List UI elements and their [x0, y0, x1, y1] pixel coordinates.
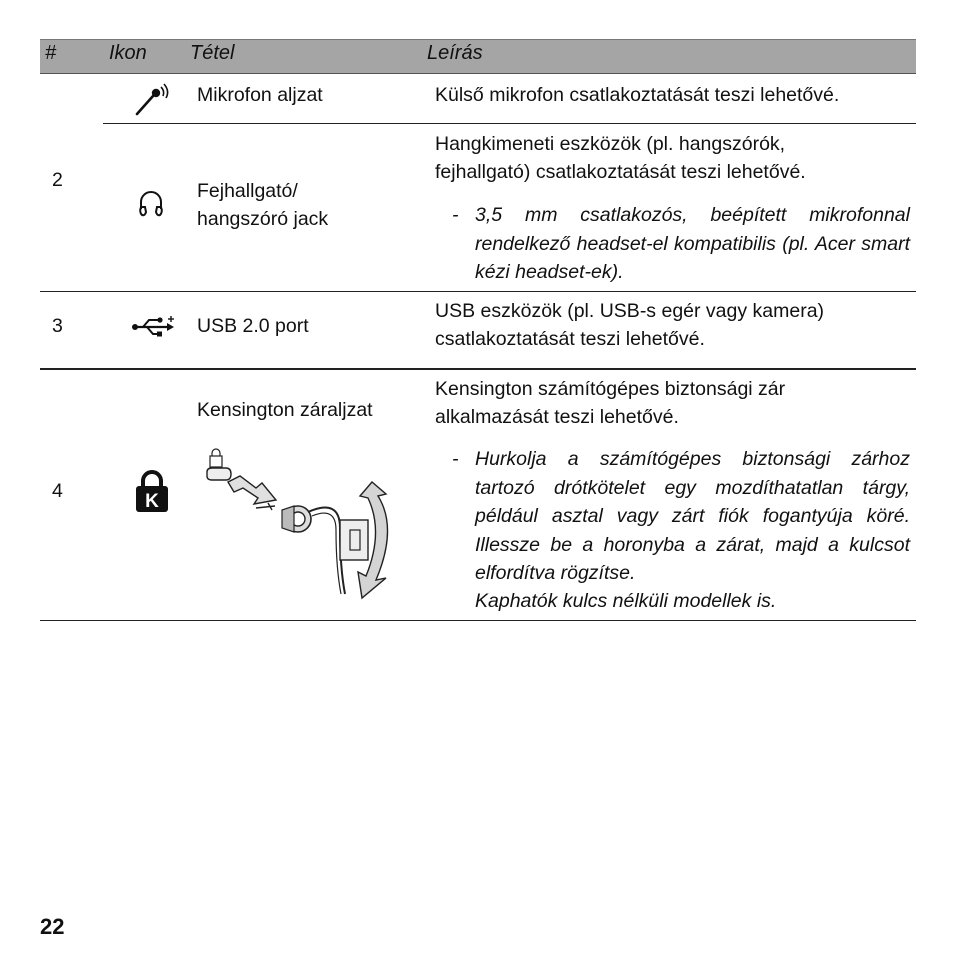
- header-description: Leírás: [427, 42, 483, 64]
- usb-icon: [131, 315, 177, 337]
- headphone-icon: [138, 190, 164, 218]
- header-num: #: [45, 42, 57, 64]
- row-number: 2: [52, 169, 63, 191]
- microphone-icon: [134, 83, 170, 117]
- note-kensington-instructions: Hurkolja a számítógépes biztonsági zárhoz tartozó drótkötelet egy mozdíthatatlan tárgy, például asztal vagy zárt fiók fogantyúja köré. Illessze be a horonyba a zárat, majd a kulcsot elfordítva rögzítse.: [475, 448, 910, 584]
- kensington-lock-icon: [134, 469, 170, 513]
- kensington-lock-illustration: [200, 448, 400, 598]
- desc-usb-line2: csatlakoztatását teszi lehetővé.: [435, 328, 705, 350]
- svg-text:K: K: [145, 491, 159, 512]
- desc-usb-line1: USB eszközök (pl. USB-s egér vagy kamera): [435, 300, 825, 322]
- item-kensington-slot: Kensington záraljzat: [197, 399, 373, 421]
- note-headset-compat: 3,5 mm csatlakozós, beépített mikrofonnal rendelkező headset-el kompatibilis (pl. Acer smart kézi headset-ek).: [475, 204, 910, 283]
- bullet-dash: -: [452, 204, 459, 226]
- row-divider: [40, 291, 916, 292]
- table-bottom-border: [40, 620, 916, 621]
- desc-microphone-jack: Külső mikrofon csatlakoztatását teszi lehetővé.: [435, 84, 840, 106]
- page-number: 22: [40, 914, 65, 939]
- item-headphone-jack-line2: hangszóró jack: [197, 208, 329, 230]
- item-headphone-jack-line1: Fejhallgató/: [197, 180, 298, 202]
- row-divider: [40, 368, 916, 370]
- header-item: Tétel: [190, 42, 235, 64]
- note-keyless-models: Kaphatók kulcs nélküli modellek is.: [475, 590, 777, 612]
- row-divider: [103, 123, 916, 124]
- table-header: [40, 39, 916, 74]
- desc-kensington-line1: Kensington számítógépes biztonsági zár: [435, 378, 786, 400]
- header-icon: Ikon: [109, 42, 147, 64]
- desc-kensington-line2: alkalmazását teszi lehetővé.: [435, 406, 679, 428]
- row-number: 4: [52, 480, 63, 502]
- desc-headphone-line2: fejhallgató) csatlakoztatását teszi lehetővé.: [435, 161, 806, 183]
- item-microphone-jack: Mikrofon aljzat: [197, 84, 323, 106]
- item-usb-port: USB 2.0 port: [197, 315, 309, 337]
- desc-headphone-line1: Hangkimeneti eszközök (pl. hangszórók,: [435, 133, 786, 155]
- row-number: 3: [52, 315, 63, 337]
- bullet-dash: -: [452, 448, 459, 470]
